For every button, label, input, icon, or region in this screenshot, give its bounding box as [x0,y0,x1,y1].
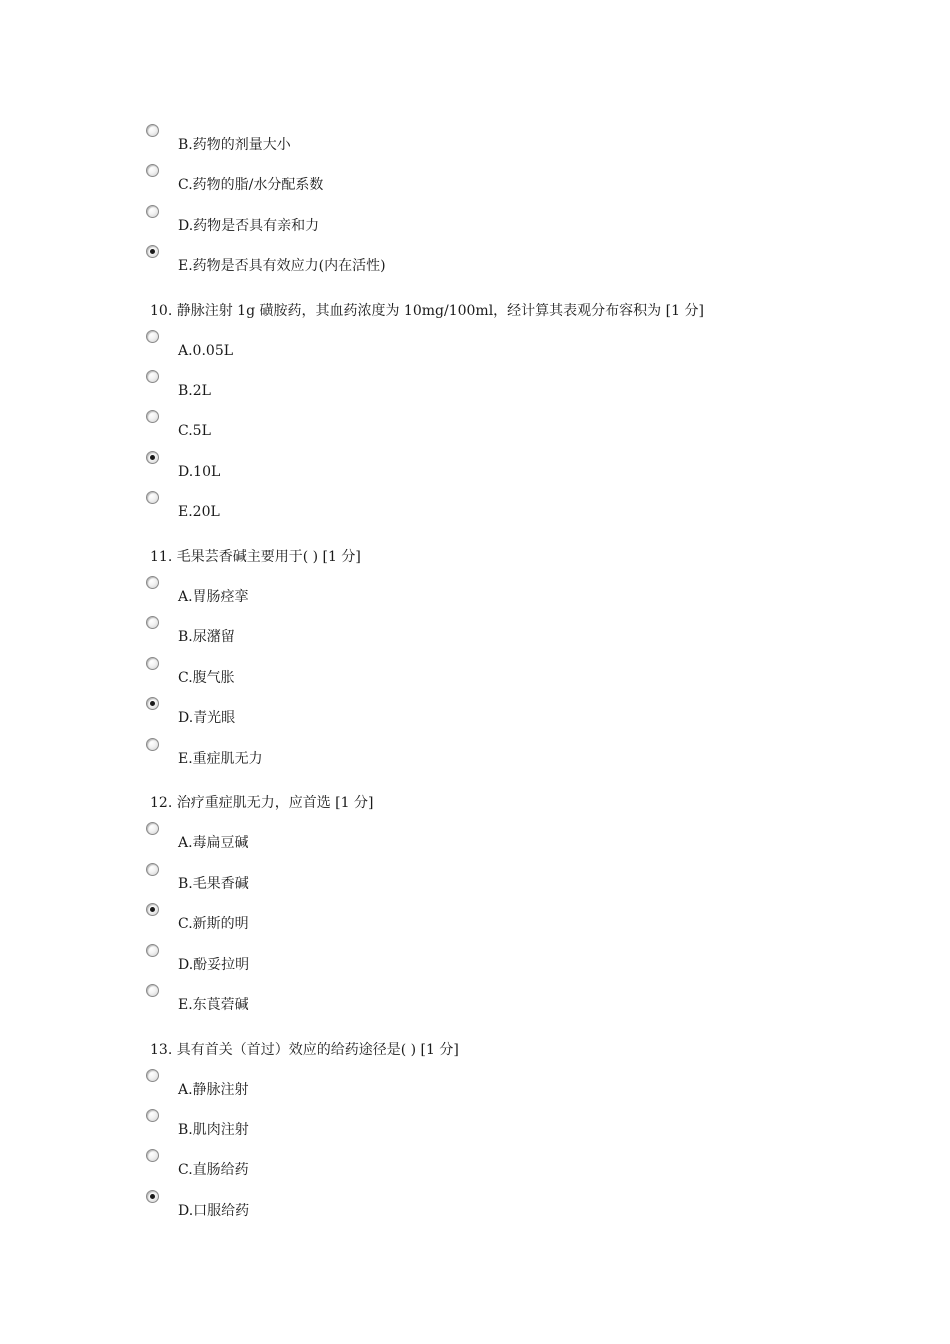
q12-option-c[interactable] [146,903,846,943]
option-label: B.毛果香碱 [178,876,249,892]
question-12-title: 12. 治疗重症肌无力，应首选 [1 分] [150,795,374,811]
q12-option-e[interactable] [146,984,846,1024]
q11-option-c[interactable] [146,657,846,697]
option-label: A.毒扁豆碱 [178,835,249,851]
option-label: A.0.05L [178,343,234,359]
option-label: C.药物的脂/水分配系数 [178,177,324,193]
radio-button-selected[interactable] [146,1190,159,1203]
radio-button[interactable] [146,330,159,343]
option-label: E.重症肌无力 [178,751,263,767]
q10-option-b[interactable] [146,370,846,410]
q11-option-a[interactable] [146,576,846,616]
option-label: B.药物的剂量大小 [178,137,291,153]
q10-option-c[interactable] [146,410,846,450]
option-label: D.酚妥拉明 [178,957,250,973]
radio-button[interactable] [146,1069,159,1082]
q12-option-d[interactable] [146,944,846,984]
radio-button[interactable] [146,738,159,751]
option-label: B.尿潴留 [178,629,235,645]
q10-option-e[interactable] [146,491,846,531]
radio-button[interactable] [146,1109,159,1122]
radio-button[interactable] [146,1149,159,1162]
radio-button[interactable] [146,491,159,504]
q10-option-a[interactable] [146,330,846,370]
radio-button[interactable] [146,657,159,670]
radio-button[interactable] [146,124,159,137]
option-label: C.5L [178,423,211,439]
radio-button[interactable] [146,984,159,997]
q13-option-a[interactable] [146,1069,846,1109]
radio-button-selected[interactable] [146,245,159,258]
option-label: C.腹气胀 [178,670,235,686]
option-label: A.胃肠痉挛 [178,589,249,605]
q9-option-c[interactable] [146,164,846,204]
radio-button-selected[interactable] [146,697,159,710]
radio-button-selected[interactable] [146,903,159,916]
radio-button[interactable] [146,370,159,383]
radio-button[interactable] [146,205,159,218]
radio-button[interactable] [146,944,159,957]
option-label: E.20L [178,504,220,520]
option-label: D.10L [178,464,221,480]
q13-option-d[interactable] [146,1190,846,1230]
option-label: C.新斯的明 [178,916,249,932]
q9-option-b[interactable] [146,124,846,164]
option-label: E.药物是否具有效应力(内在活性) [178,258,386,274]
option-label: D.青光眼 [178,710,236,726]
question-13-title: 13. 具有首关（首过）效应的给药途径是( ) [1 分] [150,1042,459,1058]
question-10-title: 10. 静脉注射 1g 磺胺药，其血药浓度为 10mg/100ml，经计算其表观分布容积为 [1 分] [150,303,704,319]
question-11-title: 11. 毛果芸香碱主要用于( ) [1 分] [150,549,361,565]
option-label: B.肌肉注射 [178,1122,249,1138]
q13-option-c[interactable] [146,1149,846,1189]
option-label: E.东莨菪碱 [178,997,249,1013]
q12-option-b[interactable] [146,863,846,903]
option-label: A.静脉注射 [178,1082,249,1098]
option-label: C.直肠给药 [178,1162,249,1178]
q11-option-d[interactable] [146,697,846,737]
q10-option-d[interactable] [146,451,846,491]
option-label: D.药物是否具有亲和力 [178,218,320,234]
radio-button[interactable] [146,863,159,876]
radio-button-selected[interactable] [146,451,159,464]
q11-option-b[interactable] [146,616,846,656]
q12-option-a[interactable] [146,822,846,862]
option-label: B.2L [178,383,211,399]
q9-option-e[interactable] [146,245,846,285]
radio-button[interactable] [146,410,159,423]
q13-option-b[interactable] [146,1109,846,1149]
radio-button[interactable] [146,164,159,177]
q9-option-d[interactable] [146,205,846,245]
radio-button[interactable] [146,616,159,629]
radio-button[interactable] [146,822,159,835]
option-label: D.口服给药 [178,1203,250,1219]
q11-option-e[interactable] [146,738,846,778]
radio-button[interactable] [146,576,159,589]
